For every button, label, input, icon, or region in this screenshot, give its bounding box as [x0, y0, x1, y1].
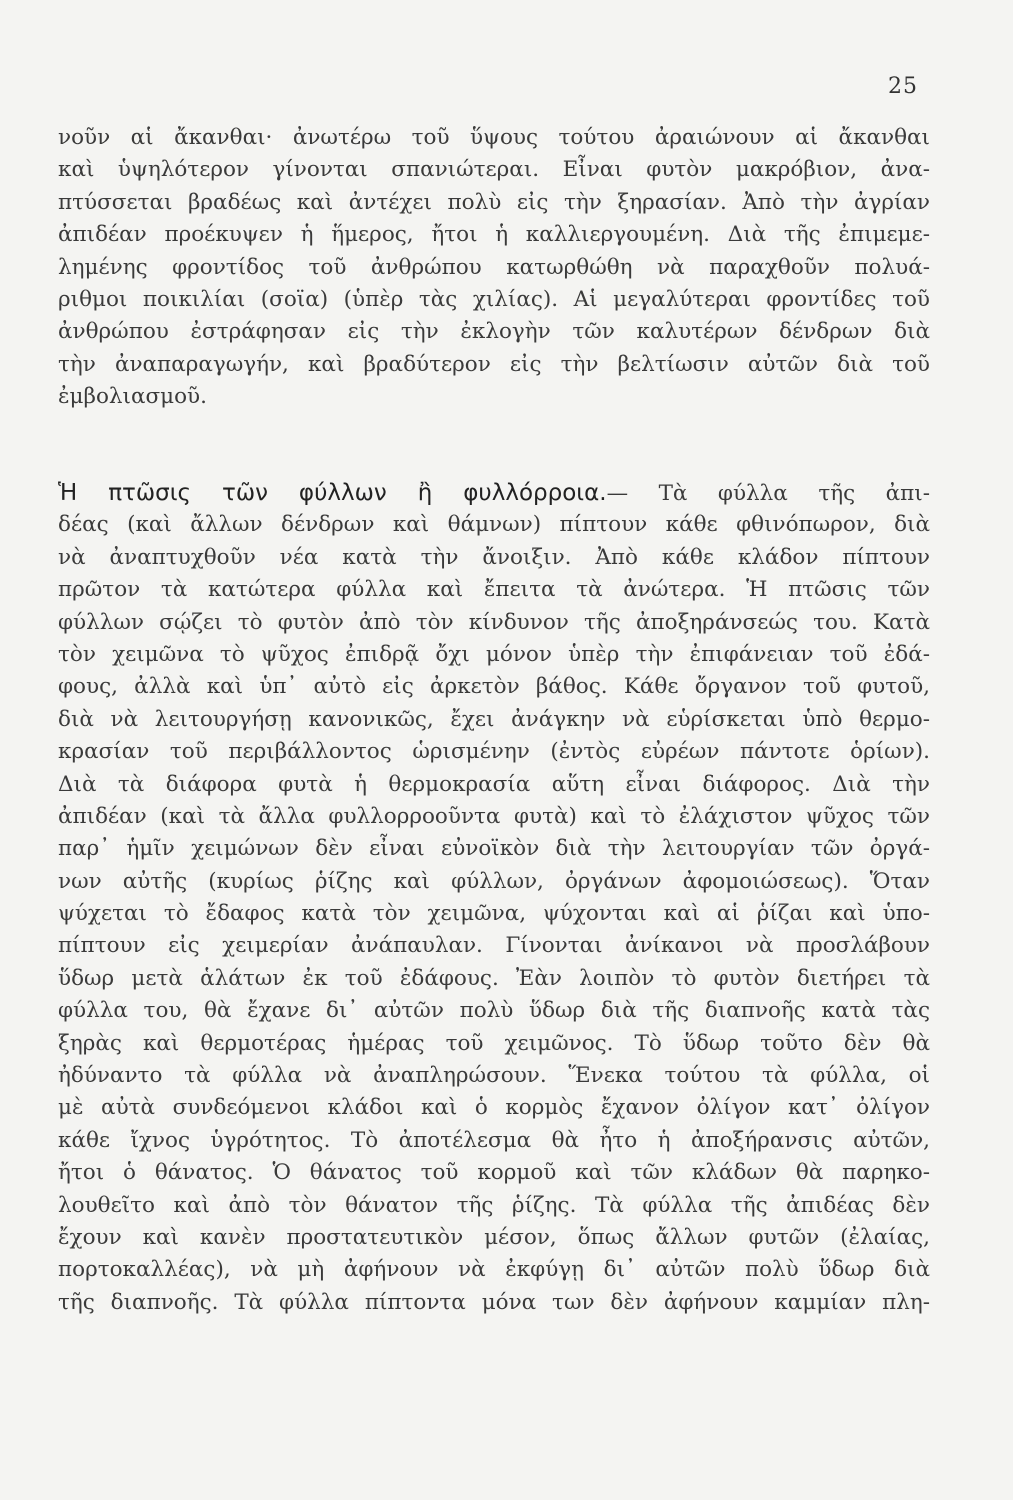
heading-line-rest: — Τὰ φύλλα τῆς ἀπι-	[606, 481, 930, 506]
text-line: πρῶτον τὰ κατώτερα φύλλα καὶ ἔπειτα τὰ ἀνώτερα. Ἡ πτῶσις τῶν	[58, 577, 930, 603]
text-line: φύλλα του, θὰ ἔχανε δι᾽ αὐτῶν πολὺ ὕδωρ διὰ τῆς διαπνοῆς κατὰ τὰς	[58, 998, 930, 1024]
text-line: λουθεῖτο καὶ ἀπὸ τὸν θάνατον τῆς ῥίζης. Τὰ φύλλα τῆς ἀπιδέας δὲν	[58, 1192, 930, 1218]
text-line: πορτοκαλλέας), νὰ μὴ ἀφήνουν νὰ ἐκφύγῃ δι᾽ αὐτῶν πολὺ ὕδωρ διὰ	[58, 1257, 930, 1283]
text-line: φύλλων σῴζει τὸ φυτὸν ἀπὸ τὸν κίνδυνον τῆς ἀποξηράνσεώς του. Κατὰ	[58, 609, 930, 635]
text-line: ψύχεται τὸ ἔδαφος κατὰ τὸν χειμῶνα, ψύχονται καὶ αἱ ῥίζαι καὶ ὑπο-	[58, 901, 930, 927]
section-heading: Ἡ πτῶσις τῶν φύλλων ἢ φυλλόρροια.	[58, 480, 607, 506]
text-line: κάθε ἴχνος ὑγρότητος. Τὸ ἀποτέλεσμα θὰ ἦτο ἡ ἀποξήρανσις αὐτῶν,	[58, 1127, 930, 1153]
text-line: δέας (καὶ ἄλλων δένδρων καὶ θάμνων) πίπτουν κάθε φθινόπωρον, διὰ	[58, 512, 930, 538]
text-line: ἀνθρώπου ἐστράφησαν εἰς τὴν ἐκλογὴν τῶν καλυτέρων δένδρων διὰ	[58, 319, 930, 345]
text-line: ἀπιδέαν (καὶ τὰ ἄλλα φυλλορροοῦντα φυτὰ) καὶ τὸ ἐλάχιστον ψῦχος τῶν	[58, 803, 930, 829]
text-line: ὕδωρ μετὰ ἁλάτων ἐκ τοῦ ἐδάφους. Ἐὰν λοιπὸν τὸ φυτὸν διετήρει τὰ	[58, 965, 930, 991]
text-line: τὸν χειμῶνα τὸ ψῦχος ἐπιδρᾷ ὄχι μόνον ὑπὲρ τὴν ἐπιφάνειαν τοῦ ἐδά-	[58, 641, 930, 667]
text-line: ἔχουν καὶ κανὲν προστατευτικὸν μέσον, ὅπως ἄλλων φυτῶν (ἐλαίας,	[58, 1224, 930, 1250]
page-number: 25	[888, 74, 918, 99]
text-line: νὰ ἀναπτυχθοῦν νέα κατὰ τὴν ἄνοιξιν. Ἀπὸ κάθε κλάδον πίπτουν	[58, 544, 930, 570]
text-line: πίπτουν εἰς χειμερίαν ἀνάπαυλαν. Γίνονται ἀνίκανοι νὰ προσλάβουν	[58, 933, 930, 959]
text-line: ἀπιδέαν προέκυψεν ἡ ἥμερος, ἤτοι ἡ καλλιεργουμένη. Διὰ τῆς ἐπιμεμε-	[58, 222, 930, 248]
text-line: καὶ ὑψηλότερον γίνονται σπανιώτεραι. Εἶναι φυτὸν μακρόβιον, ἀνα-	[58, 157, 930, 183]
paragraph-2	[58, 477, 930, 1319]
text-line: ξηρὰς καὶ θερμοτέρας ἡμέρας τοῦ χειμῶνος. Τὸ ὕδωρ τοῦτο δὲν θὰ	[58, 1030, 930, 1056]
text-line: ἐμβολιασμοῦ.	[58, 384, 207, 410]
text-line: νοῦν αἱ ἄκανθαι· ἀνωτέρω τοῦ ὕψους τούτου ἀραιώνουν αἱ ἄκανθαι	[58, 125, 930, 150]
text-line: μὲ αὐτὰ συνδεόμενοι κλάδοι καὶ ὁ κορμὸς ἔχανον ὀλίγον κατ᾽ ὀλίγον	[58, 1095, 930, 1121]
text-line: διὰ νὰ λειτουργήσῃ κανονικῶς, ἔχει ἀνάγκην νὰ εὑρίσκεται ὑπὸ θερμο-	[58, 706, 930, 732]
text-line: κρασίαν τοῦ περιβάλλοντος ὡρισμένην (ἐντὸς εὐρέων πάντοτε ὁρίων).	[58, 739, 930, 765]
text-line: πτύσσεται βραδέως καὶ ἀντέχει πολὺ εἰς τὴν ξηρασίαν. Ἀπὸ τὴν ἀγρίαν	[58, 189, 930, 215]
text-line: τὴν ἀναπαραγωγήν, καὶ βραδύτερον εἰς τὴν βελτίωσιν αὐτῶν διὰ τοῦ	[58, 351, 930, 377]
text-line: τῆς διαπνοῆς. Τὰ φύλλα πίπτοντα μόνα των δὲν ἀφήνουν καμμίαν πλη-	[58, 1289, 930, 1315]
text-line: νων αὐτῆς (κυρίως ῥίζης καὶ φύλλων, ὀργάνων ἀφομοιώσεως). Ὅταν	[58, 868, 930, 894]
text-line: ἠδύναντο τὰ φύλλα νὰ ἀναπληρώσουν. Ἕνεκα τούτου τὰ φύλλα, οἱ	[58, 1063, 930, 1089]
text-line: Διὰ τὰ διάφορα φυτὰ ἡ θερμοκρασία αὕτη εἶναι διάφορος. Διὰ τὴν	[58, 771, 930, 797]
text-line: ριθμοι ποικιλίαι (σοϊα) (ὑπὲρ τὰς χιλίας). Αἱ μεγαλύτεραι φροντίδες τοῦ	[58, 286, 930, 312]
text-line: ἤτοι ὁ θάνατος. Ὁ θάνατος τοῦ κορμοῦ καὶ τῶν κλάδων θὰ παρηκο-	[58, 1160, 930, 1186]
paragraph-1	[58, 122, 930, 414]
text-line: παρ᾽ ἡμῖν χειμώνων δὲν εἶναι εὐνοϊκὸν διὰ τὴν λειτουργίαν τῶν ὀργά-	[58, 836, 930, 862]
text-line: φους, ἀλλὰ καὶ ὑπ᾽ αὐτὸ εἰς ἀρκετὸν βάθος. Κάθε ὄργανον τοῦ φυτοῦ,	[58, 674, 930, 700]
text-line: λημένης φροντίδος τοῦ ἀνθρώπου κατωρθώθη νὰ παραχθοῦν πολυά-	[58, 254, 930, 280]
heading-line	[58, 477, 930, 509]
